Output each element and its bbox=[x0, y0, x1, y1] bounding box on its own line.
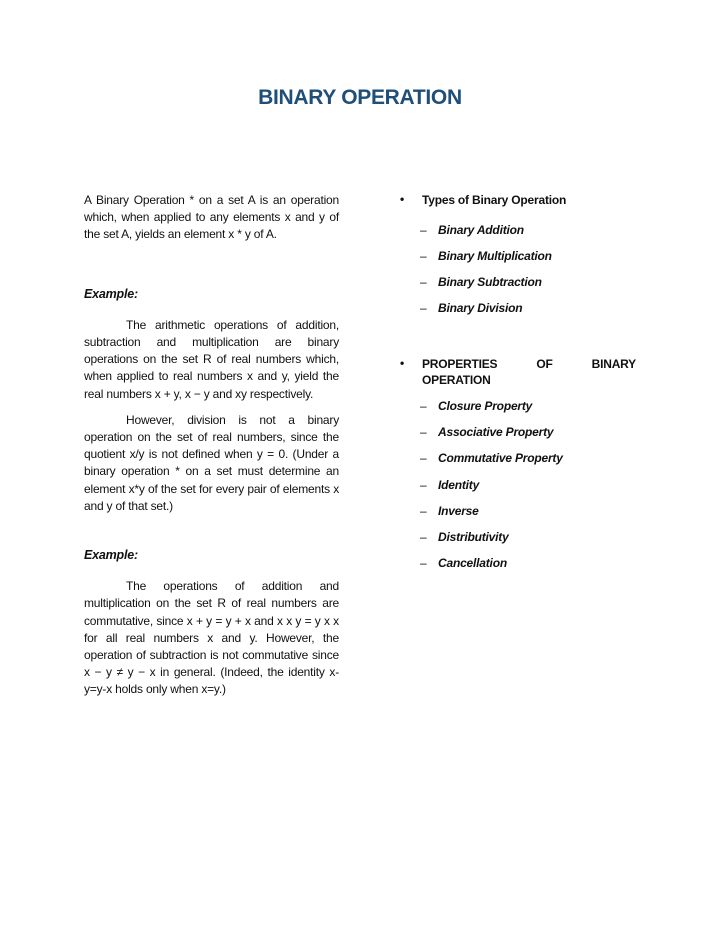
list-item: – Identity bbox=[396, 472, 636, 498]
dash-icon: – bbox=[420, 451, 427, 466]
properties-heading-line2: OPERATION bbox=[422, 373, 491, 388]
dash-icon: – bbox=[420, 556, 427, 571]
list-item: – Binary Division bbox=[396, 295, 636, 321]
properties-heading-line1: PROPERTIES OF BINARY bbox=[422, 356, 636, 371]
dash-icon: – bbox=[420, 248, 427, 263]
bullet-icon: • bbox=[400, 192, 405, 206]
example2-paragraph: The operations of addition and multiplication on the set R of real numbers are commutative, since x + y = y + x and x x y = y x x for all real numbers x and y. However, the operation of subtraction is not commutative since x − y ≠ y − x in general. (Indeed, the identity x-y=y-x holds only when x=y.) bbox=[84, 579, 339, 697]
list-item: – Binary Subtraction bbox=[396, 269, 636, 295]
types-heading: Types of Binary Operation bbox=[422, 193, 567, 207]
list-item: – Commutative Property bbox=[396, 445, 636, 471]
list-item: – Associative Property bbox=[396, 419, 636, 445]
definition-paragraph: A Binary Operation * on a set A is an operation which, when applied to any elements x and y of the set A, yields an element x * y of A. bbox=[84, 193, 339, 242]
properties-section bbox=[396, 356, 636, 389]
bullet-icon: • bbox=[400, 355, 405, 370]
list-item: – Binary Addition bbox=[396, 217, 636, 243]
properties-list bbox=[396, 393, 636, 577]
left-column bbox=[84, 192, 339, 699]
list-item: – Distributivity bbox=[396, 524, 636, 550]
dash-icon: – bbox=[420, 424, 427, 439]
list-item: – Cancellation bbox=[396, 550, 636, 576]
types-list bbox=[396, 217, 636, 322]
dash-icon: – bbox=[420, 530, 427, 545]
dash-icon: – bbox=[420, 222, 427, 237]
dash-icon: – bbox=[420, 398, 427, 413]
dash-icon: – bbox=[420, 275, 427, 290]
page-title: BINARY OPERATION bbox=[258, 86, 462, 109]
list-item: – Binary Multiplication bbox=[396, 243, 636, 269]
types-section bbox=[396, 192, 636, 209]
example1-paragraph-1: The arithmetic operations of addition, subtraction and multiplication are binary operations on the set R of real numbers which, when applied to real numbers x and y, yield the real numbers x + y, x − y and xy respectively. bbox=[84, 317, 339, 401]
right-column bbox=[396, 192, 636, 577]
dash-icon: – bbox=[420, 477, 427, 492]
dash-icon: – bbox=[420, 503, 427, 518]
example-heading-1: Example: bbox=[84, 286, 138, 301]
list-item: – Inverse bbox=[396, 498, 636, 524]
list-item: – Closure Property bbox=[396, 393, 636, 419]
example-heading-2: Example: bbox=[84, 548, 138, 563]
dash-icon: – bbox=[420, 301, 427, 316]
example1-paragraph-2: However, division is not a binary operation on the set of real numbers, since the quotient x/y is not defined when y = 0. (Under a binary operation * on a set must determine an element x*y of the set for every pair of elements x and y of that set.) bbox=[84, 412, 339, 513]
